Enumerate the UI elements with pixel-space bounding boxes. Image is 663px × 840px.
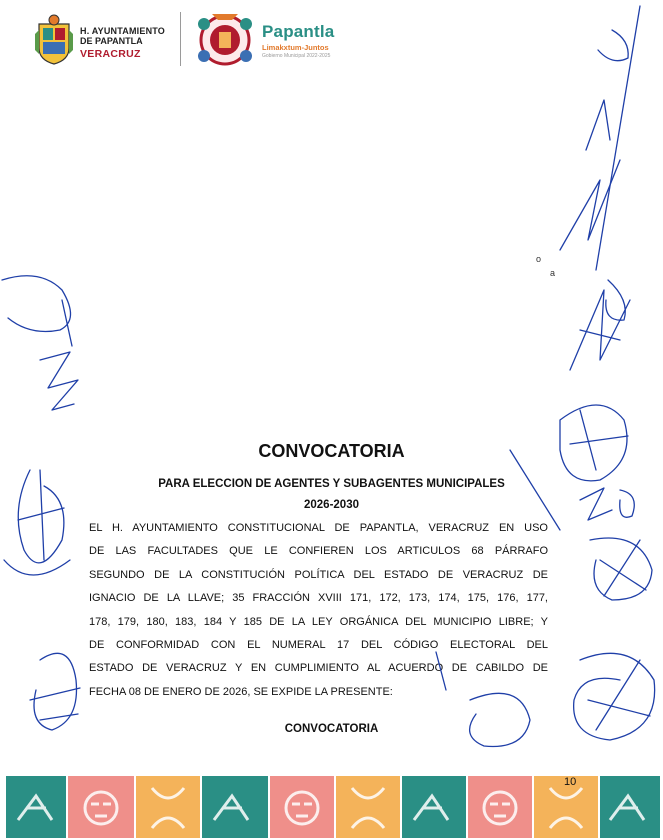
document-subtitle: PARA ELECCION DE AGENTES Y SUBAGENTES MUNICIPALES [158,478,505,490]
signature-icon [590,538,652,600]
signature-icon [30,653,80,730]
body-line: FECHA 08 DE ENERO DE 2026, SE EXPIDE LA PRESENTE: [89,685,393,698]
brand-tagline: Gobierno Municipal 2022-2025 [262,53,331,59]
body-line: DE CONFORMIDAD CON EL NUMERAL 17 DEL CÓDIGO ELECTORAL DEL [89,639,548,652]
body-line: 178, 179, 180, 183, 184 Y 185 DE LA LEY ORGÁNICA DEL MUNICIPIO LIBRE; Y [89,615,548,628]
signature-icon [510,450,560,530]
body-line: ESTADO DE VERACRUZ Y EN CUMPLIMIENTO AL ACUERDO DE CABILDO DE [89,662,548,675]
brand-slogan: Limakxtum-Juntos [262,43,329,52]
state-name: VERACRUZ [80,48,141,60]
document-title: CONVOCATORIA [258,441,405,461]
ayuntamiento-line1: H. AYUNTAMIENTO [80,26,166,36]
body-line: IGNACIO DE LA LLAVE; 35 FRACCIÓN XVIII 171, 172, 173, 174, 175, 176, 177, [89,592,548,605]
signature-icon [2,276,78,410]
signature-icon [4,470,70,575]
signature-icon [560,405,634,520]
stamp-mark-a: a [550,268,556,278]
body-line: EL H. AYUNTAMIENTO CONSTITUCIONAL DE PAPANTLA, VERACRUZ EN USO [89,522,548,534]
signature-icon [574,653,655,740]
signature-icon [436,652,530,746]
document-period: 2026-2030 [304,499,359,511]
signature-icon [560,6,640,370]
stamp-mark-o: o [536,254,542,264]
page-number: 10 [564,776,577,788]
section-title: CONVOCATORIA [284,723,379,735]
ayuntamiento-line2: DE PAPANTLA [80,36,143,46]
brand-name: Papantla [262,22,335,41]
body-line: DE LAS FACULTADES QUE LE CONFIEREN LOS ARTICULOS 68 PÁRRAFO [89,545,548,558]
body-line: SEGUNDO DE LA CONSTITUCIÓN POLÍTICA DEL ESTADO DE VERACRUZ DE [89,568,548,581]
